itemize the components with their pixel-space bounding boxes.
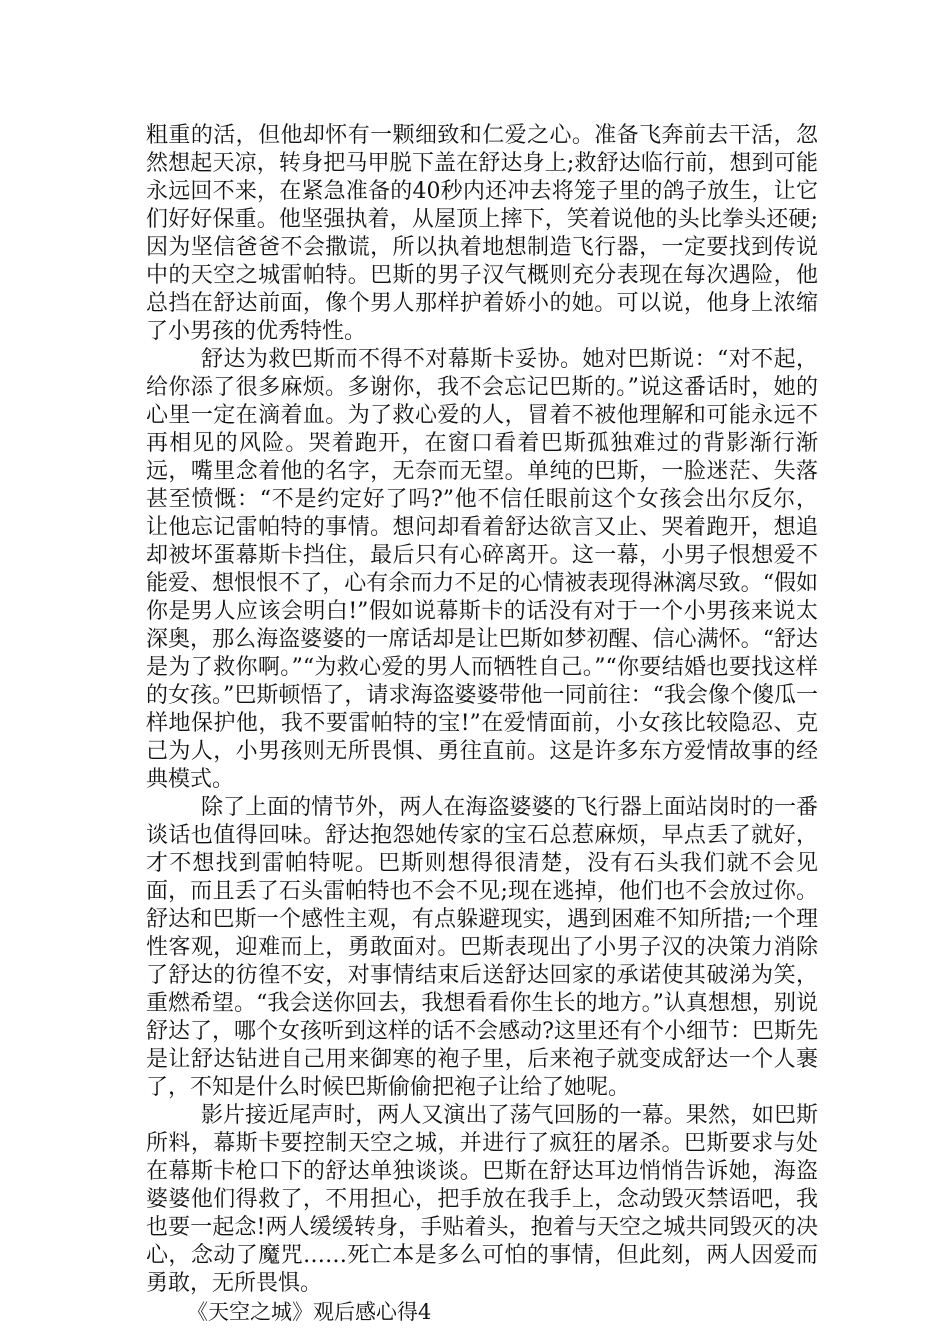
paragraph-2: 舒达为救巴斯而不得不对幕斯卡妥协。她对巴斯说：“对不起，给你添了很多麻烦。多谢你，我不会忘记巴斯的。”说这番话时，她的心里一定在滴着血。为了救心爱的人，冒着不被他理解和可能永远不再相见的风险。哭着跑开，在窗口看着巴斯孤独难过的背影渐行渐远，嘴里念着他的名字，无奈而无望。单纯的巴斯，一脸迷茫、失落甚至愤慨：“不是约定好了吗?”他不信任眼前这个女孩会出尔反尔，让他忘记雷帕特的事情。想问却看着舒达欲言又止、哭着跑开，想追却被坏蛋幕斯卡挡住，最后只有心碎离开。这一幕，小男子恨想爱不能爱、想恨恨不了，心有余而力不足的心情被表现得淋漓尽致。“假如你是男人应该会明白!”假如说幕斯卡的话没有对于一个小男孩来说太深奥，那么海盗婆婆的一席话却是让巴斯如梦初醒、信心满怀。“舒达是为了救你啊。”“为救心爱的男人而牺牲自己。”“你要结婚也要找这样的女孩。”巴斯顿悟了，请求海盗婆婆带他一同前往：“我会像个傻瓜一样地保护他，我不要雷帕特的宝!”在爱情面前，小女孩比较隐忍、克己为人，小男孩则无所畏惧、勇往直前。这是许多东方爱情故事的经典模式。 (146, 347, 818, 792)
paragraph-1: 粗重的活，但他却怀有一颗细致和仁爱之心。准备飞奔前去干活，忽然想起天凉，转身把马甲脱下盖在舒达身上;救舒达临行前，想到可能永远回不来，在紧急准备的40秒内还冲去将笼子里的鸽子放生，让它们好好保重。他坚强执着，从屋顶上摔下，笑着说他的头比拳头还硬;因为坚信爸爸不会撒谎，所以执着地想制造飞行器，一定要找到传说中的天空之城雷帕特。巴斯的男子汉气概则充分表现在每次遇险，他总挡在舒达前面，像个男人那样护着娇小的她。可以说，他身上浓缩了小男孩的优秀特性。 (146, 123, 818, 344)
document-page (146, 122, 818, 1326)
paragraph-4: 影片接近尾声时，两人又演出了荡气回肠的一幕。果然，如巴斯所料，幕斯卡要控制天空之城，并进行了疯狂的屠杀。巴斯要求与处在幕斯卡枪口下的舒达单独谈谈。巴斯在舒达耳边悄悄告诉她，海盗婆婆他们得救了，不用担心，把手放在我手上，念动毁灭禁语吧，我也要一起念!两人缓缓转身，手贴着头，抱着与天空之城共同毁灭的决心，念动了魔咒……死亡本是多么可怕的事情，但此刻，两人因爱而勇敢，无所畏惧。 (146, 1103, 818, 1296)
section-heading: 《天空之城》观后感心得4 (187, 1300, 432, 1324)
paragraph-3: 除了上面的情节外，两人在海盗婆婆的飞行器上面站岗时的一番谈话也值得回味。舒达抱怨她传家的宝石总惹麻烦，早点丢了就好，才不想找到雷帕特呢。巴斯则想得很清楚，没有石头我们就不会见面，而且丢了石头雷帕特也不会不见;现在逃掉，他们也不会放过你。舒达和巴斯一个感性主观，有点躲避现实，遇到困难不知所措;一个理性客观，迎难而上，勇敢面对。巴斯表现出了小男子汉的决策力消除了舒达的彷徨不安，对事情结束后送舒达回家的承诺使其破涕为笑，重燃希望。“我会送你回去，我想看看你生长的地方。”认真想想，别说舒达了，哪个女孩听到这样的话不会感动?这里还有个小细节：巴斯先是让舒达钻进自己用来御寒的袍子里，后来袍子就变成舒达一个人裹了，不知是什么时候巴斯偷偷把袍子让给了她呢。 (146, 795, 818, 1100)
